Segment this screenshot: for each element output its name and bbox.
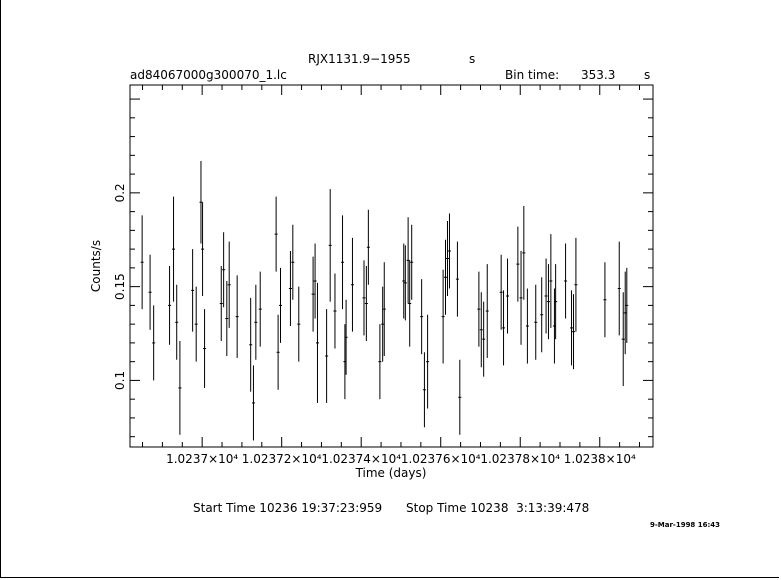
x-tick-label: 1.02374×10⁴ <box>321 452 402 466</box>
bin-time-label: Bin time: <box>505 68 560 82</box>
stop-time: Stop Time 10238 3:13:39:478 <box>406 501 590 515</box>
bin-time-value: 353.3 <box>581 68 616 82</box>
y-tick-label: 0.1 <box>113 370 127 390</box>
s-marker: s <box>469 52 476 66</box>
source-name: RJX1131.9−1955 <box>308 52 411 66</box>
x-tick-label: 1.02376×10⁴ <box>400 452 481 466</box>
x-tick-label: 1.0238×10⁴ <box>563 452 636 466</box>
x-axis-label: Time (days) <box>355 466 427 480</box>
y-tick-label: 0.15 <box>113 273 127 300</box>
date-stamp: 9-Mar-1998 16:43 <box>650 521 721 529</box>
lightcurve-filename: ad84067000g300070_1.lc <box>130 68 287 82</box>
x-tick-label: 1.02372×10⁴ <box>241 452 322 466</box>
start-time: Start Time 10236 19:37:23:959 <box>193 501 383 515</box>
y-tick-label: 0.2 <box>113 183 127 203</box>
x-tick-label: 1.0237×10⁴ <box>166 452 239 466</box>
x-tick-label: 1.02378×10⁴ <box>480 452 561 466</box>
bin-time-unit: s <box>644 68 651 82</box>
plot-frame <box>130 85 653 447</box>
y-axis-label: Counts/s <box>89 239 103 293</box>
